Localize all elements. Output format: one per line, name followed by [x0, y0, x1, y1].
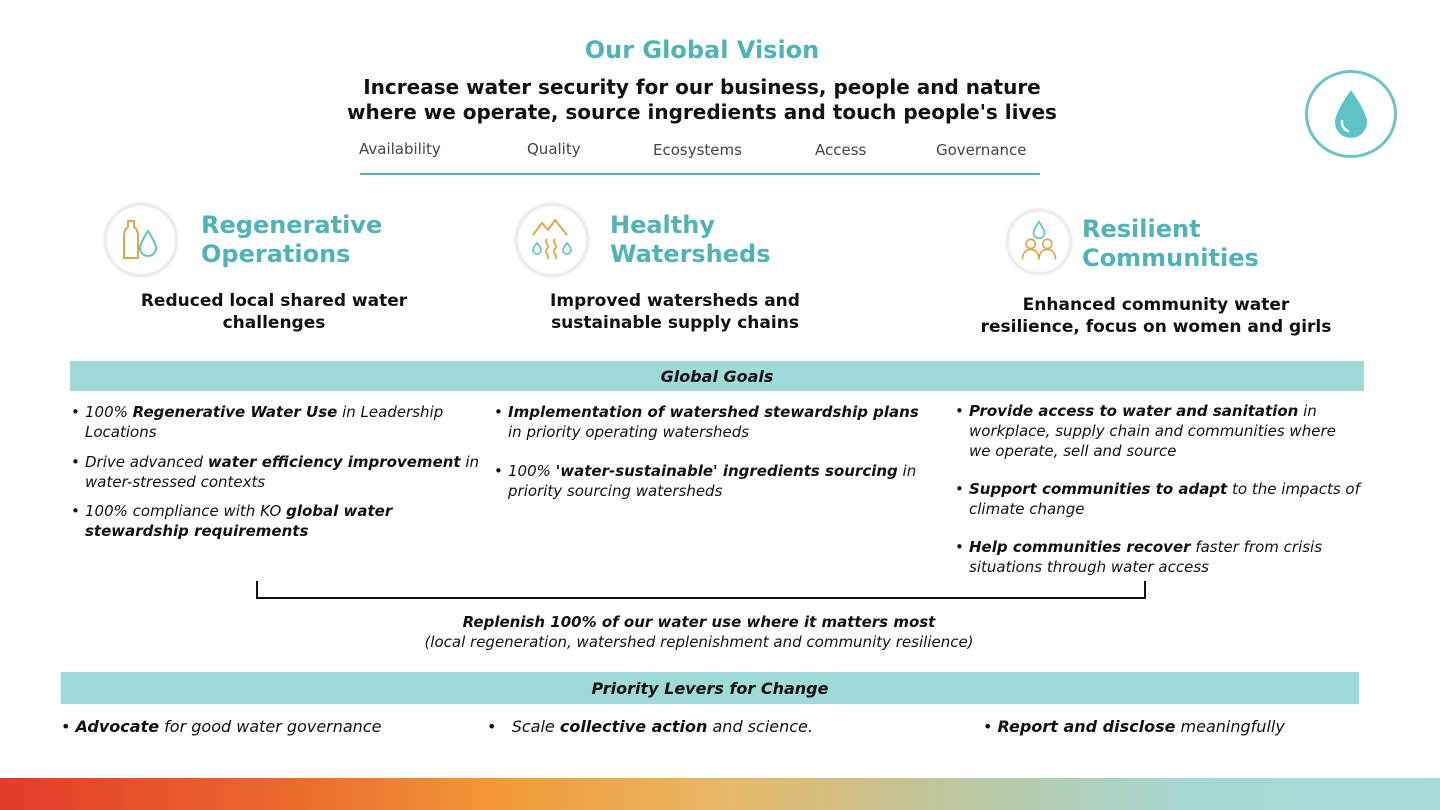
strategy-title-line1: Healthy: [610, 211, 715, 239]
list-item: • 100% compliance with KO global water stewardship requirements: [71, 501, 441, 541]
strategy-title-line2: Communities: [1082, 244, 1259, 272]
footer-gradient-bar: [0, 778, 1440, 810]
strategy-title-line2: Watersheds: [610, 240, 771, 268]
resilient-communities-title: [1082, 215, 1259, 273]
lever-advocate: • Advocate for good water governance: [61, 717, 382, 736]
strategy-subtitle-line2: sustainable supply chains: [551, 313, 799, 333]
priority-levers-heading: Priority Levers for Change: [591, 678, 829, 698]
goals-list-communities: [955, 401, 1375, 577]
list-item: • Support communities to adapt to the impacts of climate change: [955, 479, 1375, 519]
global-goals-heading: Global Goals: [660, 366, 774, 386]
vision-statement-line2: where we operate, source ingredients and touch people's lives: [347, 100, 1057, 124]
list-item: • Provide access to water and sanitation in workplace, supply chain and communities where we operate, sell and source: [955, 401, 1350, 461]
lever-report: • Report and disclose meaningfully: [983, 717, 1285, 736]
pillar-underline: [360, 173, 1040, 175]
strategy-subtitle-line1: Improved watersheds and: [550, 291, 800, 311]
water-drop-icon: [1331, 88, 1371, 140]
water-drop-badge: [1305, 70, 1397, 158]
healthy-watersheds-title: [610, 211, 771, 269]
mountain-river-icon: [527, 215, 577, 265]
healthy-watersheds-icon-circle: [515, 203, 589, 277]
goals-list-watersheds: [494, 402, 924, 501]
pillar-quality: Quality: [527, 140, 581, 158]
replenish-statement: [0, 612, 1398, 652]
regenerative-operations-subtitle: [104, 290, 444, 334]
priority-levers-bar: [61, 672, 1359, 704]
list-item: • Drive advanced water efficiency improvement in water-stressed contexts: [71, 452, 481, 492]
strategy-subtitle-line1: Enhanced community water: [1022, 295, 1290, 315]
resilient-communities-icon-circle: [1006, 209, 1072, 275]
list-item: • 100% Regenerative Water Use in Leadership Locations: [71, 402, 481, 442]
global-goals-bar: [70, 361, 1364, 391]
strategy-subtitle-line2: challenges: [222, 313, 326, 333]
goals-list-regenerative: [71, 402, 481, 541]
strategy-subtitle-line1: Reduced local shared water: [140, 291, 408, 311]
lever-collective-action: • Scale collective action and science.: [487, 717, 813, 736]
bottle-drop-icon: [116, 215, 166, 265]
list-item: • Implementation of watershed stewardship plans in priority operating watersheds: [494, 402, 924, 442]
healthy-watersheds-subtitle: [505, 290, 845, 334]
replenish-line2: (local regeneration, watershed replenishment and community resilience): [424, 633, 974, 651]
strategy-title-line1: Resilient: [1082, 215, 1201, 243]
replenish-line1: Replenish 100% of our water use where it matters most: [462, 613, 936, 631]
vision-statement-line1: Increase water security for our business, people and nature: [363, 75, 1041, 99]
list-item: • 100% 'water-sustainable' ingredients sourcing in priority sourcing watersheds: [494, 461, 924, 501]
strategy-subtitle-line2: resilience, focus on women and girls: [980, 317, 1332, 337]
strategy-title-line2: Operations: [201, 240, 351, 268]
strategy-title-line1: Regenerative: [201, 211, 383, 239]
regenerative-operations-icon-circle: [104, 203, 178, 277]
pillar-availability: Availability: [359, 140, 441, 158]
vision-title: Our Global Vision: [584, 36, 820, 64]
pillar-access: Access: [815, 141, 867, 159]
list-item: • Help communities recover faster from crisis situations through water access: [955, 537, 1355, 577]
pillar-ecosystems: Ecosystems: [653, 141, 742, 159]
community-drop-icon: [1016, 219, 1062, 265]
replenish-bracket: [256, 581, 1146, 599]
pillar-governance: Governance: [936, 141, 1027, 159]
resilient-communities-subtitle: [956, 294, 1356, 338]
regenerative-operations-title: [201, 211, 382, 269]
vision-statement: [0, 75, 1404, 125]
